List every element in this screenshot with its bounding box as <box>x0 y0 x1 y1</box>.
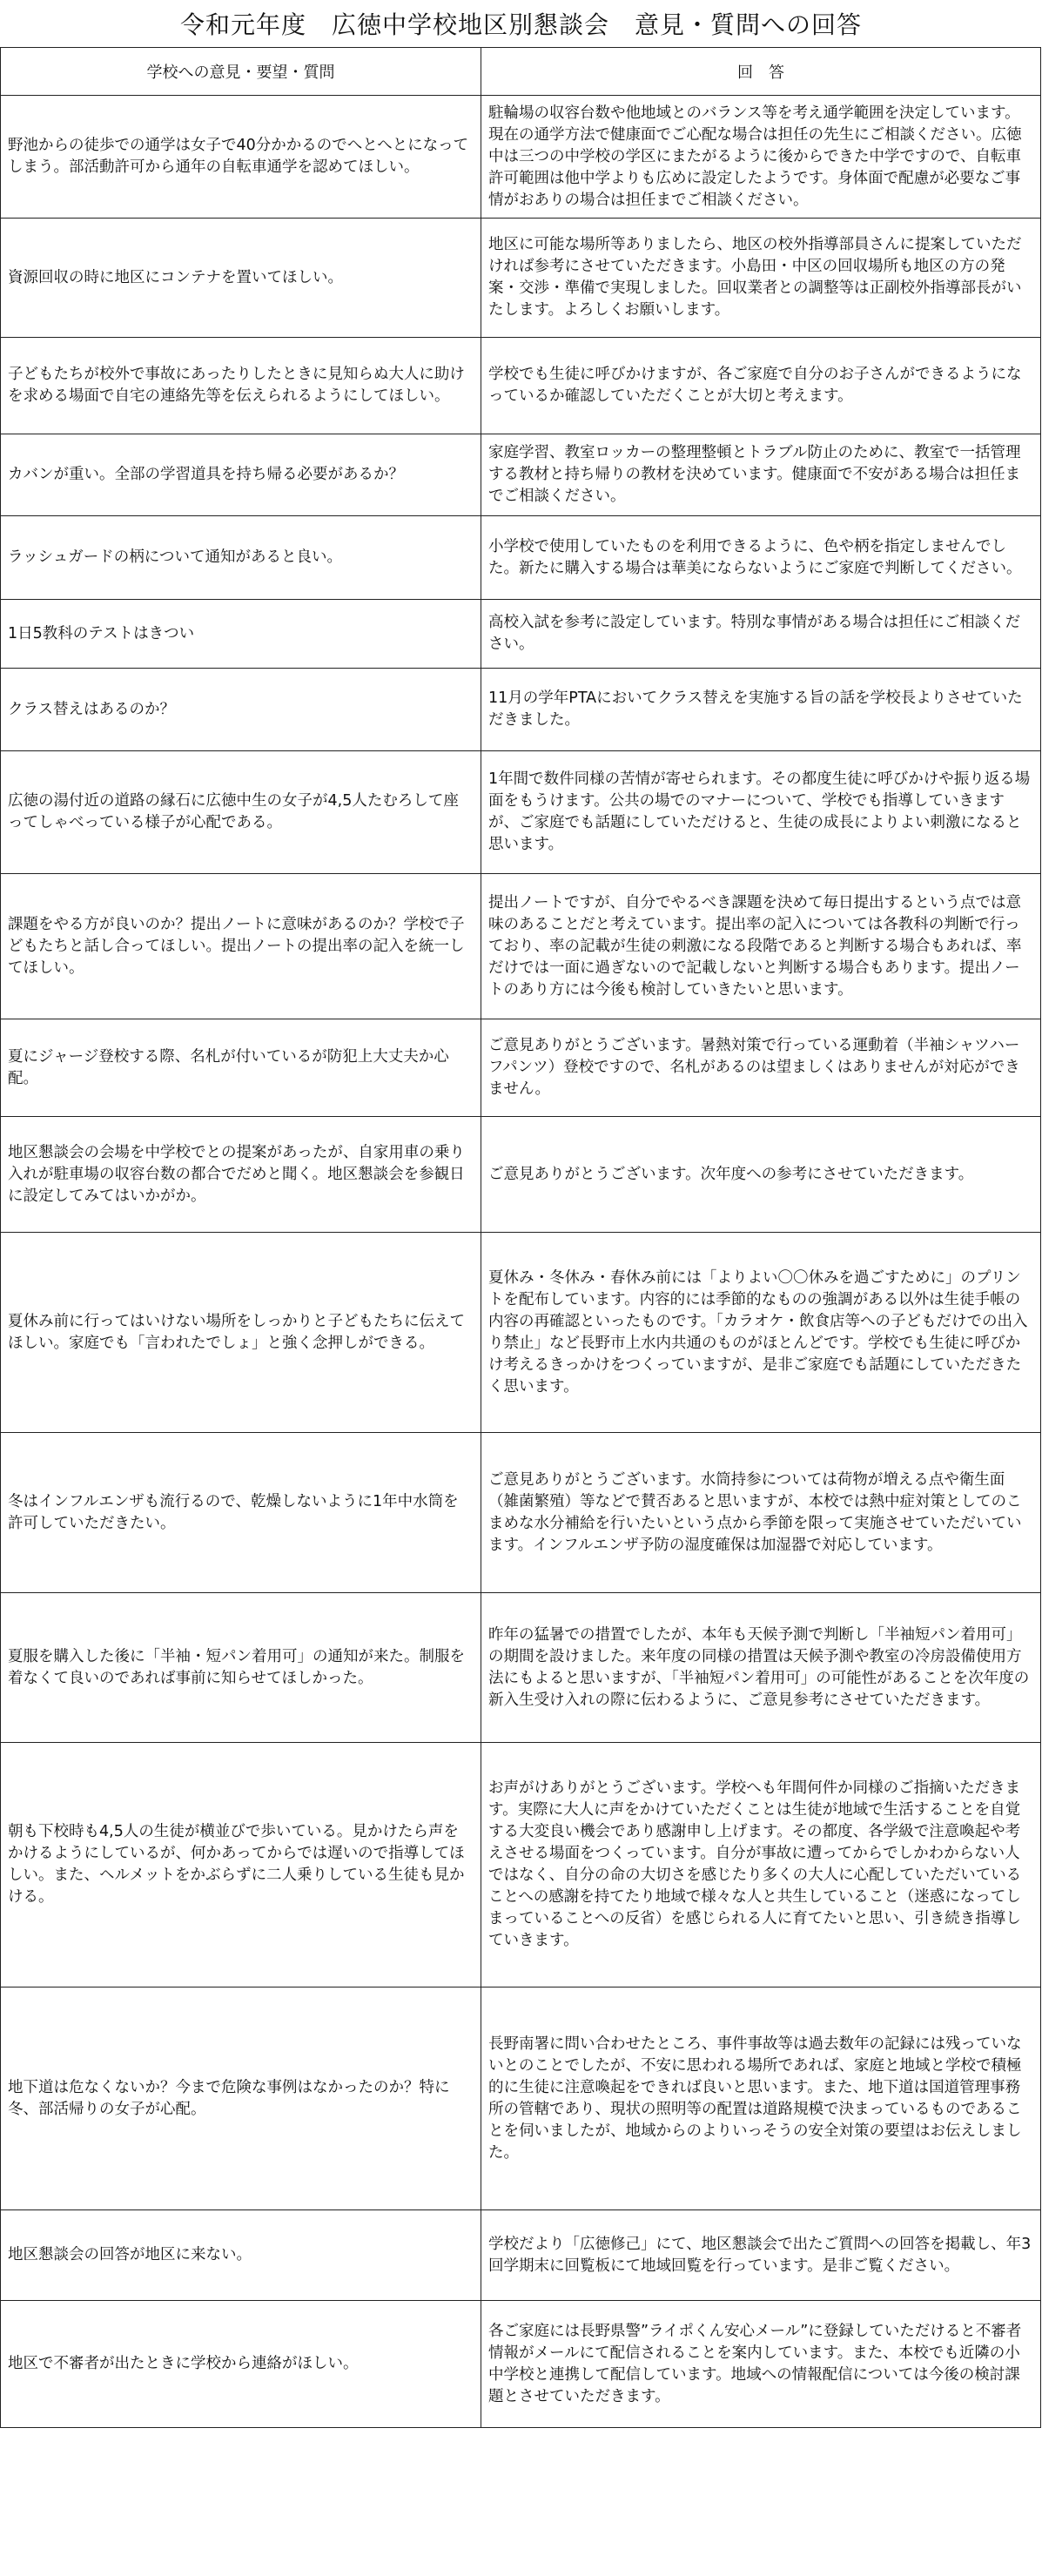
table-row <box>1 751 1041 874</box>
question-cell: 夏休み前に行ってはいけない場所をしっかりと子どもたちに伝えてほしい。家庭でも「言われたでしょ」と強く念押しができる。 <box>1 1233 481 1433</box>
table-row <box>1 2210 1041 2301</box>
table-row <box>1 874 1041 1019</box>
question-cell: 広徳の湯付近の道路の縁石に広徳中生の女子が4,5人たむろして座ってしゃべっている様子が心配である。 <box>1 751 481 874</box>
question-cell: 子どもたちが校外で事故にあったりしたときに見知らぬ大人に助けを求める場面で自宅の連絡先等を伝えられるようにしてほしい。 <box>1 338 481 434</box>
table-row <box>1 1593 1041 1743</box>
answer-cell: 夏休み・冬休み・春休み前には「よりよい〇〇休みを過ごすために」のプリントを配布しています。内容的には季節的なものの強調がある以外は生徒手帳の内容の再確認といったものです。「カラオケ・飲食店等への子どもだけでの出入り禁止」など長野市上水内共通のものがほとんどです。学校でも生徒に呼びかけ考えるきっかけをつくっていますが、是非ご家庭でも話題にしていただきたく思います。 <box>481 1233 1041 1433</box>
answer-cell: ご意見ありがとうございます。暑熱対策で行っている運動着（半袖シャツハーフパンツ）登校ですので、名札があるのは望ましくはありませんが対応ができません。 <box>481 1019 1041 1117</box>
answer-cell: 1年間で数件同様の苦情が寄せられます。その都度生徒に呼びかけや振り返る場面をもうけます。公共の場でのマナーについて、学校でも指導していきますが、ご家庭でも話題にしていただけると、生徒の成長によりよい刺激になると思います。 <box>481 751 1041 874</box>
table-row <box>1 338 1041 434</box>
question-cell: 地区懇談会の会場を中学校でとの提案があったが、自家用車の乗り入れが駐車場の収容台数の都合でだめと聞く。地区懇談会を参観日に設定してみてはいかがか。 <box>1 1117 481 1233</box>
table-row <box>1 96 1041 219</box>
question-cell: クラス替えはあるのか？ <box>1 669 481 751</box>
answer-cell: お声がけありがとうございます。学校へも年間何件か同様のご指摘いただきます。実際に大人に声をかけていただくことは生徒が地域で生活することを自覚する大変良い機会であり感謝申し上げます。その都度、各学級で注意喚起や考えさせる場面をつくっています。自分が事故に遭ってからでしかわからない人ではなく、自分の命の大切さを感じたり多くの大人に心配していただいていることへの感謝を持てたり地域で様々な人と共生していること（迷惑になってしまっていることへの反省）を感じられる人に育てたいと思い、引き続き指導していきます。 <box>481 1743 1041 1987</box>
question-cell: 資源回収の時に地区にコンテナを置いてほしい。 <box>1 219 481 338</box>
qa-table <box>0 47 1041 2428</box>
question-cell: 冬はインフルエンザも流行るので、乾燥しないように1年中水筒を許可していただきたい。 <box>1 1433 481 1593</box>
question-cell: 野池からの徒歩での通学は女子で40分かかるのでへとへとになってしまう。部活動許可から通年の自転車通学を認めてほしい。 <box>1 96 481 219</box>
table-row <box>1 1233 1041 1433</box>
table-row <box>1 1987 1041 2210</box>
table-header-row <box>1 48 1041 96</box>
question-cell: 地下道は危なくないか？今まで危険な事例はなかったのか？特に冬、部活帰りの女子が心配。 <box>1 1987 481 2210</box>
table-row <box>1 1743 1041 1987</box>
question-cell: 地区で不審者が出たときに学校から連絡がほしい。 <box>1 2301 481 2428</box>
answer-cell: 昨年の猛暑での措置でしたが、本年も天候予測で判断し「半袖短パン着用可」の期間を設けました。来年度の同様の措置は天候予測や教室の冷房設備使用方法にもよると思いますが、「半袖短パン着用可」の可能性があることを次年度の新入生受け入れの際に伝わるように、ご意見参考にさせていただきます。 <box>481 1593 1041 1743</box>
answer-cell: 小学校で使用していたものを利用できるように、色や柄を指定しませんでした。新たに購入する場合は華美にならないようにご家庭で判断してください。 <box>481 516 1041 600</box>
answer-cell: ご意見ありがとうございます。次年度への参考にさせていただきます。 <box>481 1117 1041 1233</box>
page-title: 令和元年度 広徳中学校地区別懇談会 意見・質問への回答 <box>179 10 862 39</box>
answer-cell: 各ご家庭には長野県警”ライポくん安心メール”に登録していただけると不審者情報がメールにて配信されることを案内しています。また、本校でも近隣の小中学校と連携して配信しています。地域への情報配信については今後の検討課題とさせていただきます。 <box>481 2301 1041 2428</box>
table-row <box>1 219 1041 338</box>
question-cell: 課題をやる方が良いのか？提出ノートに意味があるのか？学校で子どもたちと話し合ってほしい。提出ノートの提出率の記入を統一してほしい。 <box>1 874 481 1019</box>
table-row <box>1 2301 1041 2428</box>
answer-cell: 駐輪場の収容台数や他地域とのバランス等を考え通学範囲を決定しています。現在の通学方法で健康面でご心配な場合は担任の先生にご相談ください。広徳中は三つの中学校の学区にまたがるように後からできた中学ですので、自転車許可範囲は他中学よりも広めに設定したようです。身体面で配慮が必要なご事情がおありの場合は担任までご相談ください。 <box>481 96 1041 219</box>
table-row <box>1 600 1041 669</box>
question-cell: 朝も下校時も4,5人の生徒が横並びで歩いている。見かけたら声をかけるようにしているが、何かあってからでは遅いので指導してほしい。また、ヘルメットをかぶらずに二人乗りしている生徒も見かける。 <box>1 1743 481 1987</box>
answer-cell: 学校だより「広徳修己」にて、地区懇談会で出たご質問への回答を掲載し、年3回学期末に回覧板にて地域回覧を行っています。是非ご覧ください。 <box>481 2210 1041 2301</box>
question-cell: 1日5教科のテストはきつい <box>1 600 481 669</box>
question-cell: ラッシュガードの柄について通知があると良い。 <box>1 516 481 600</box>
answer-cell: 学校でも生徒に呼びかけますが、各ご家庭で自分のお子さんができるようになっているか確認していただくことが大切と考えます。 <box>481 338 1041 434</box>
question-cell: 夏服を購入した後に「半袖・短パン着用可」の通知が来た。制服を着なくて良いのであれば事前に知らせてほしかった。 <box>1 1593 481 1743</box>
table-row <box>1 1117 1041 1233</box>
answer-cell: 提出ノートですが、自分でやるべき課題を決めて毎日提出するという点では意味のあることだと考えています。提出率の記入については各教科の判断で行っており、率の記載が生徒の刺激になる段階であると判断する場合もあれば、率だけでは一面に過ぎないので記載しないと判断する場合もあります。提出ノートのあり方には今後も検討していきたいと思います。 <box>481 874 1041 1019</box>
table-row <box>1 1433 1041 1593</box>
answer-cell: 地区に可能な場所等ありましたら、地区の校外指導部員さんに提案していただければ参考にさせていただきます。小島田・中区の回収場所も地区の方の発案・交渉・準備で実現しました。回収業者との調整等は正副校外指導部長がいたします。よろしくお願いします。 <box>481 219 1041 338</box>
answer-cell: 家庭学習、教室ロッカーの整理整頓とトラブル防止のために、教室で一括管理する教材と持ち帰りの教材を決めています。健康面で不安がある場合は担任までご相談ください。 <box>481 434 1041 516</box>
answer-cell: 高校入試を参考に設定しています。特別な事情がある場合は担任にご相談ください。 <box>481 600 1041 669</box>
answer-cell: 11月の学年PTAにおいてクラス替えを実施する旨の話を学校長よりさせていただきました。 <box>481 669 1041 751</box>
answer-cell: 長野南署に問い合わせたところ、事件事故等は過去数年の記録には残っていないとのことでしたが、不安に思われる場所であれば、家庭と地域と学校で積極的に生徒に注意喚起をできれば良いと思います。また、地下道は国道管理事務所の管轄であり、現状の照明等の配置は道路規模で決まっているものであることを伺いましたが、地域からのよりいっそうの安全対策の要望はお伝えしました。 <box>481 1987 1041 2210</box>
answer-cell: ご意見ありがとうございます。水筒持参については荷物が増える点や衛生面（雑菌繁殖）等などで賛否あると思いますが、本校では熱中症対策としてのこまめな水分補給を行いたいという点から季節を限って実施させていただいています。インフルエンザ予防の湿度確保は加湿器で対応しています。 <box>481 1433 1041 1593</box>
table-row <box>1 516 1041 600</box>
table-row <box>1 1019 1041 1117</box>
question-cell: 地区懇談会の回答が地区に来ない。 <box>1 2210 481 2301</box>
answer-column-header: 回 答 <box>481 48 1041 96</box>
table-row <box>1 669 1041 751</box>
question-cell: 夏にジャージ登校する際、名札が付いているが防犯上大丈夫か心配。 <box>1 1019 481 1117</box>
table-row <box>1 434 1041 516</box>
question-cell: カバンが重い。全部の学習道具を持ち帰る必要があるか？ <box>1 434 481 516</box>
question-column-header: 学校への意見・要望・質問 <box>1 48 481 96</box>
